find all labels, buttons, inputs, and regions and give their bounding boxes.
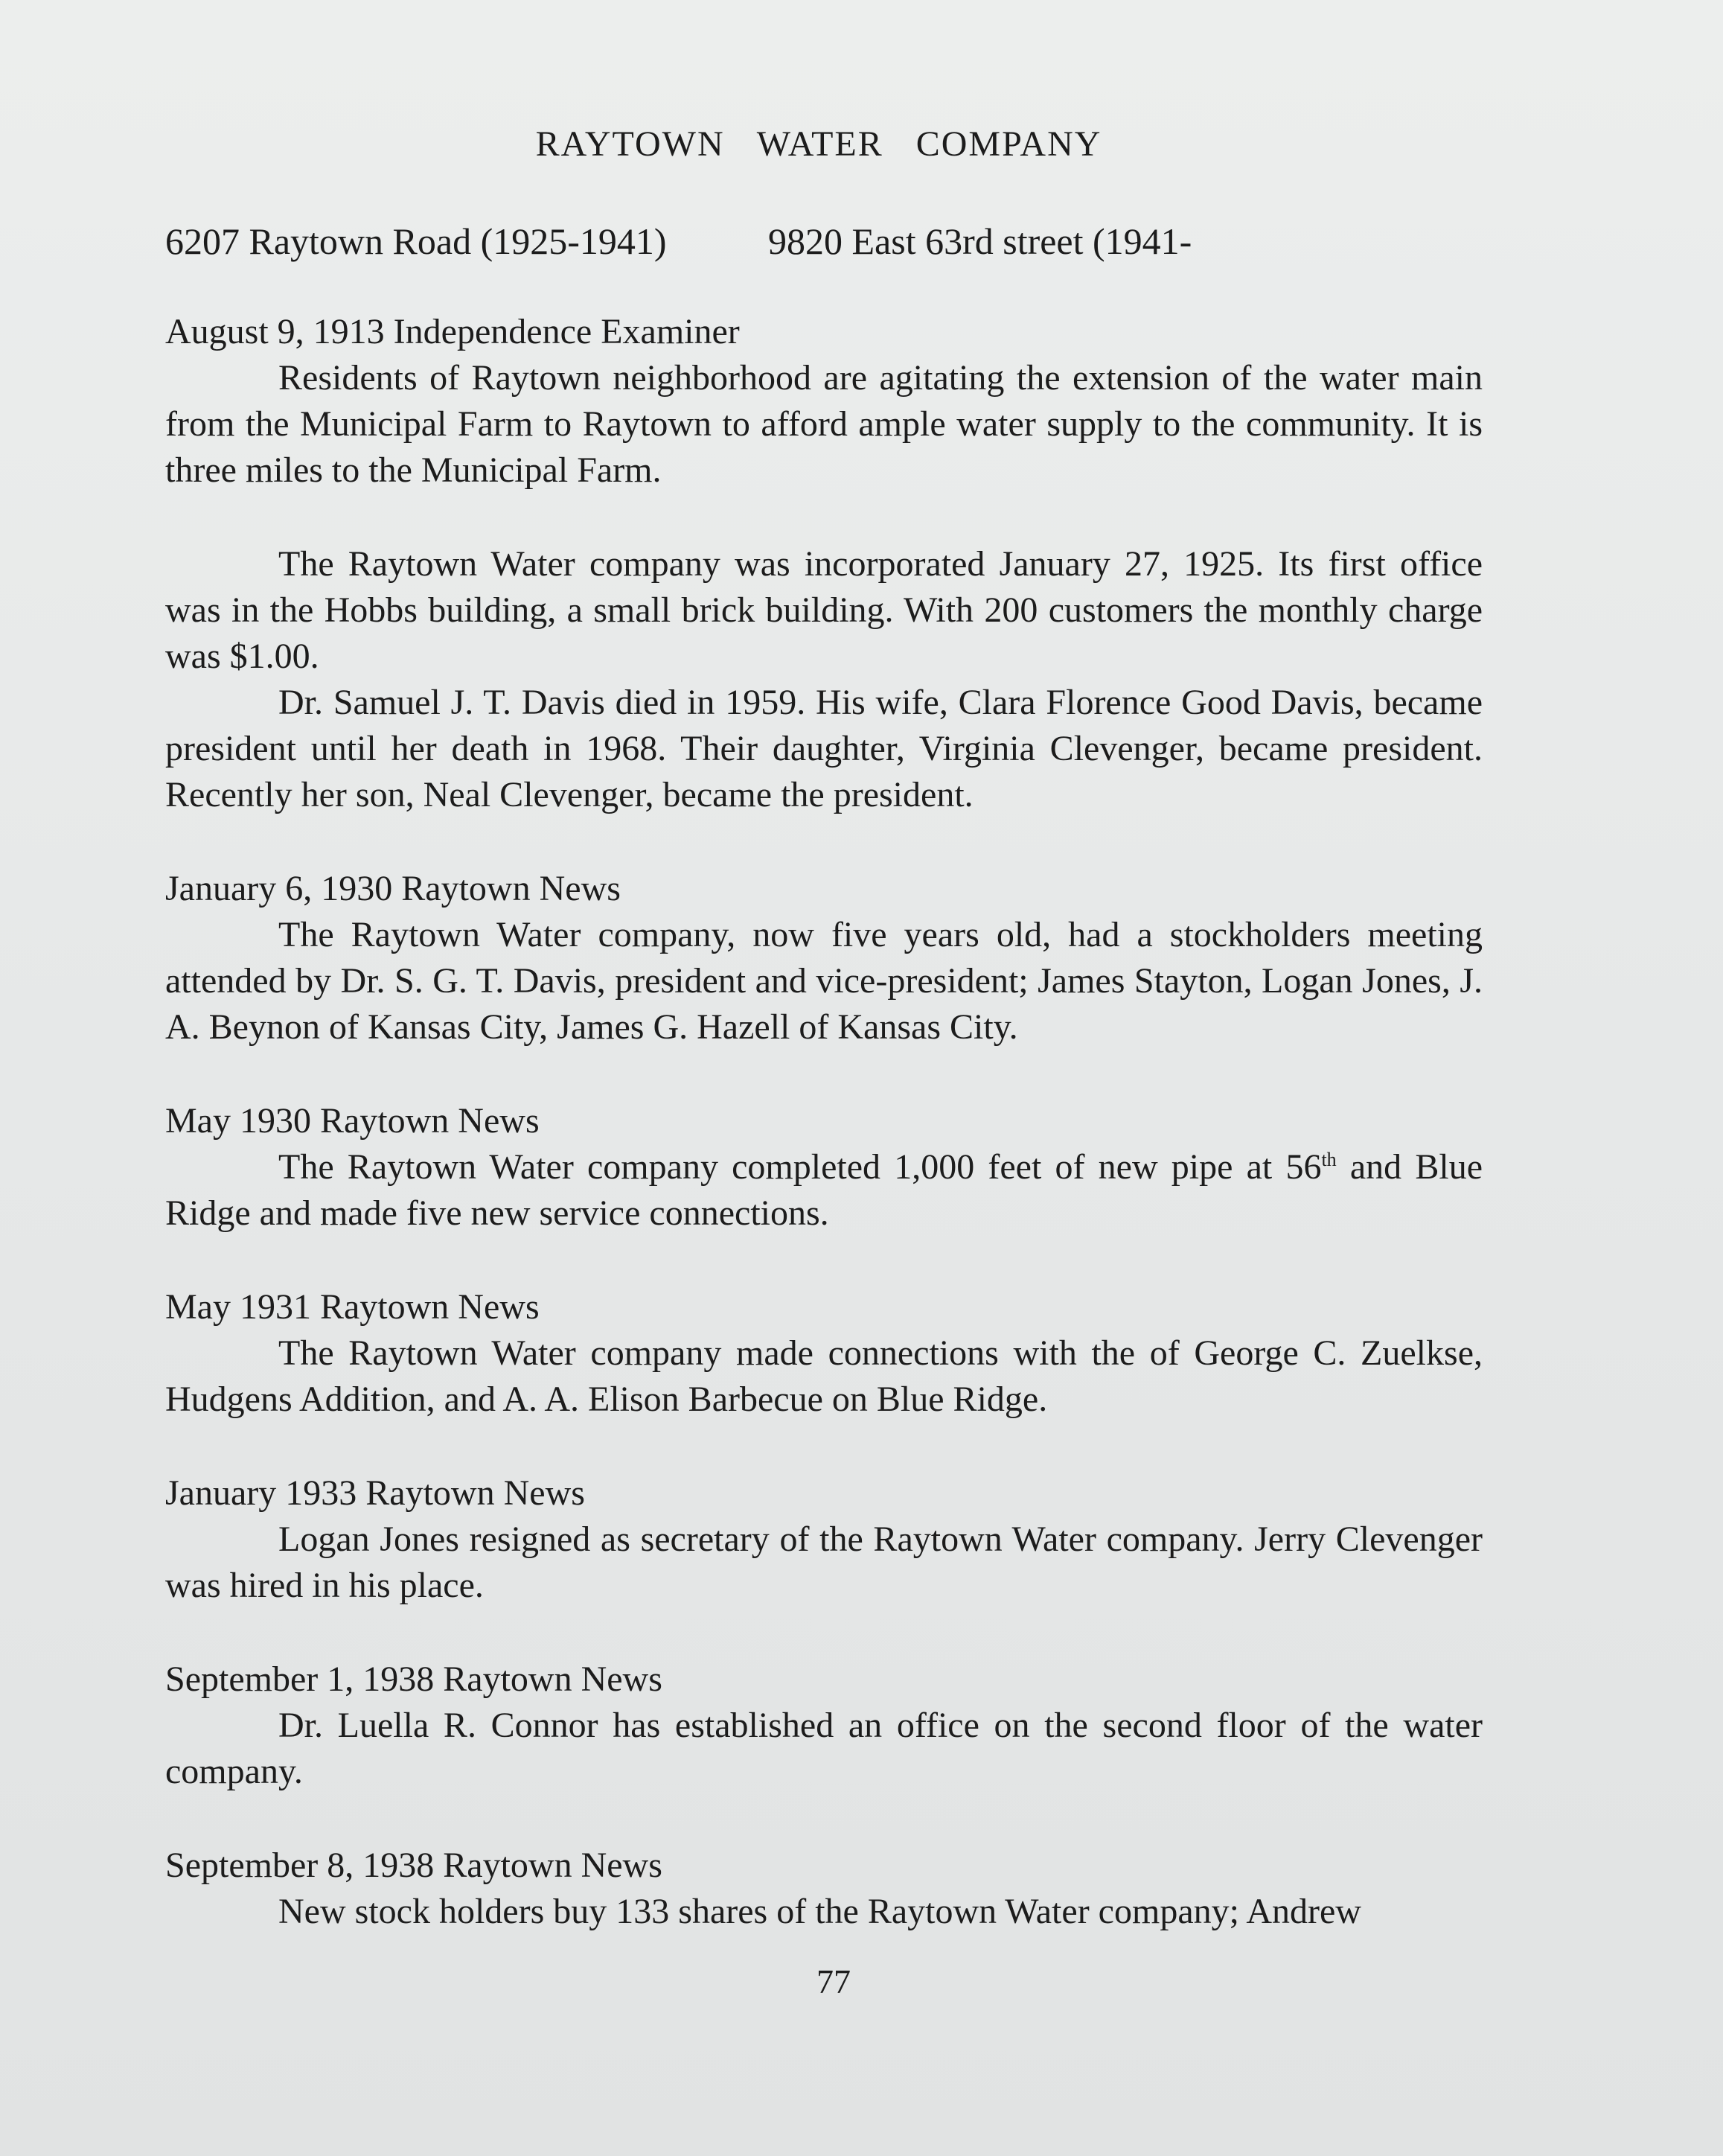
- page-number: 77: [816, 1962, 851, 2000]
- address-first: 6207 Raytown Road (1925-1941): [165, 220, 667, 262]
- entry-text-before-superscript: The Raytown Water company completed 1,000 feet of new pipe at 56: [278, 1147, 1322, 1187]
- entry-text: [165, 1144, 1483, 1237]
- address-second: 9820 East 63rd street (1941-: [768, 220, 1192, 262]
- entry-source: August 9, 1913 Independence Examiner: [165, 312, 740, 351]
- entry-text: Dr. Luella R. Connor has established an office on the second floor of the water company.: [165, 1706, 1483, 1791]
- entry-text: The Raytown Water company made connections with the of George C. Zuelkse, Hudgens Addition, and A. A. Elison Barbecue on Blue Ridge.: [165, 1333, 1483, 1419]
- entry-text: Residents of Raytown neighborhood are agitating the extension of the water main from the Municipal Farm to Raytown to afford ample water supply to the community. It is three miles to the Municipal Farm.: [165, 358, 1483, 490]
- entry-text: New stock holders buy 133 shares of the Raytown Water company; Andrew: [278, 1892, 1361, 1931]
- entry-1931-may: [165, 1284, 1483, 1423]
- entry-text: The Raytown Water company, now five years old, had a stockholders meeting attended by Dr. S. G. T. Davis, president and vice-president; James Stayton, Logan Jones, J. A. Beynon of Kansas City, James G. Hazell of Kansas City.: [165, 915, 1483, 1047]
- ordinal-superscript: th: [1321, 1149, 1337, 1170]
- page-title: RAYTOWN WATER COMPANY: [535, 124, 1102, 164]
- entry-1930-january: [165, 866, 1483, 1050]
- entry-source: September 1, 1938 Raytown News: [165, 1659, 662, 1699]
- entry-1938-september-8: [165, 1843, 1483, 1935]
- entry-source: January 6, 1930 Raytown News: [165, 869, 621, 908]
- entry-1913-examiner: [165, 309, 1483, 494]
- entries-list: [165, 309, 1483, 1935]
- entry-davis-family: [165, 680, 1483, 818]
- entry-source: May 1930 Raytown News: [165, 1101, 540, 1141]
- entry-source: January 1933 Raytown News: [165, 1473, 585, 1513]
- entry-source: May 1931 Raytown News: [165, 1287, 540, 1327]
- entry-1938-september-1: [165, 1656, 1483, 1795]
- entry-text: Logan Jones resigned as secretary of the Raytown Water company. Jerry Clevenger was hired in his place.: [165, 1519, 1483, 1605]
- entry-1930-may: [165, 1098, 1483, 1237]
- entry-text-after-superscript: and Blue Ridge and made five new service connections.: [165, 1147, 1483, 1233]
- entry-1933-january: [165, 1470, 1483, 1609]
- entry-incorporation: [165, 541, 1483, 680]
- entry-text: Dr. Samuel J. T. Davis died in 1959. His wife, Clara Florence Good Davis, became president until her death in 1968. Their daughter, Virginia Clevenger, became president. Recently her son, Neal Clevenger, became the president.: [165, 683, 1483, 814]
- entry-text: The Raytown Water company was incorporated January 27, 1925. Its first office was in the Hobbs building, a small brick building. With 200 customers the monthly charge was $1.00.: [165, 544, 1483, 676]
- addresses-line: [165, 220, 1192, 263]
- entry-source: September 8, 1938 Raytown News: [165, 1846, 662, 1885]
